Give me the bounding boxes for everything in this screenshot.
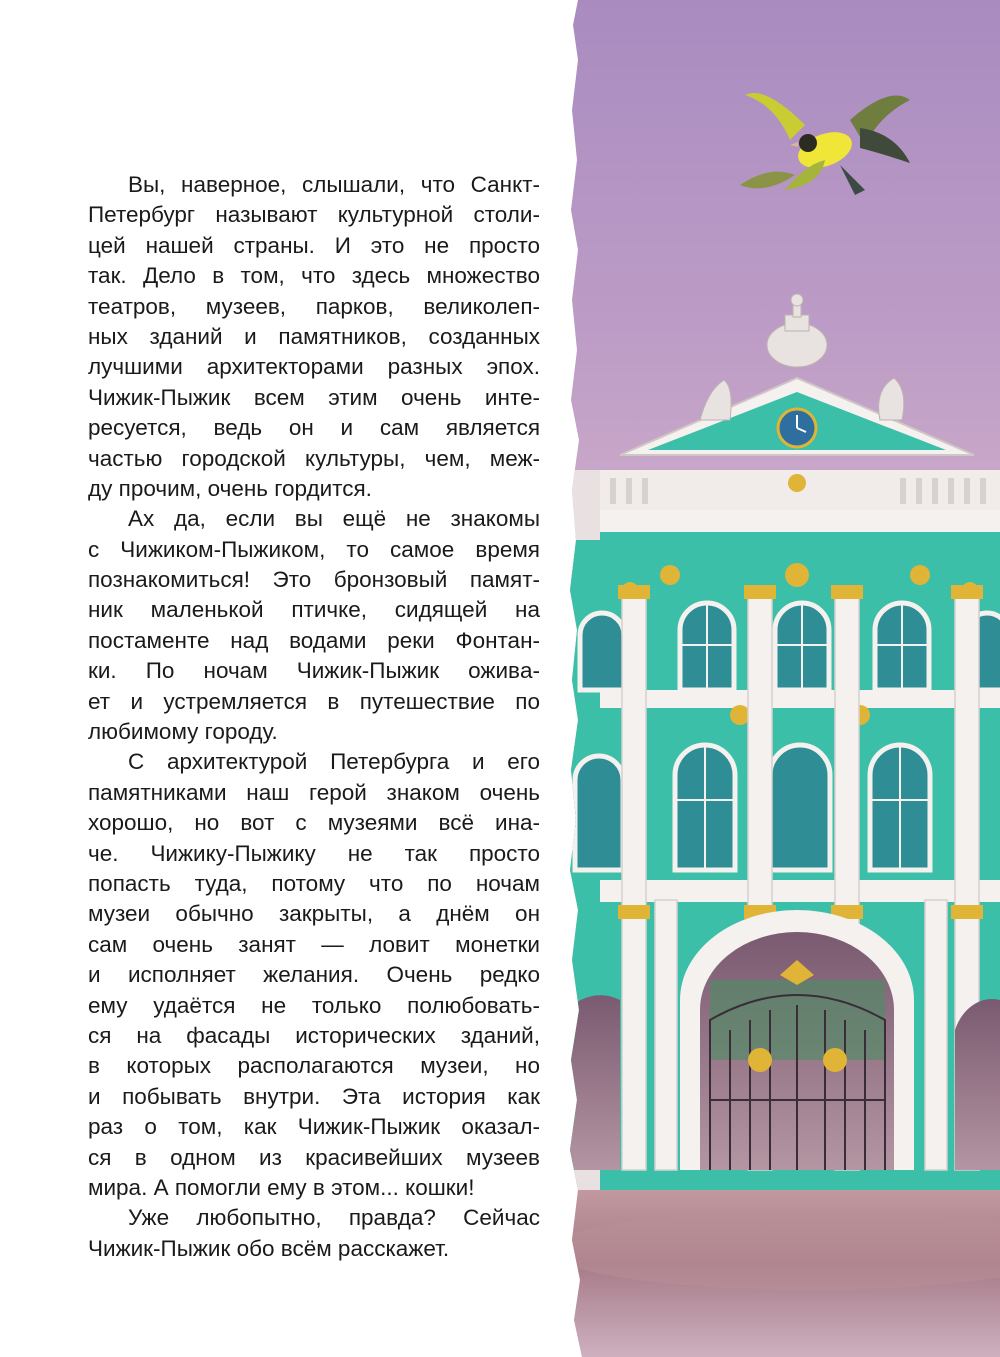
text-line: любимому городу.: [88, 719, 278, 745]
text-line: и исполняет желания. Очень редко: [88, 962, 540, 988]
text-line: ет и устремляется в путешествие по: [88, 688, 540, 714]
text-line: сам очень занят — ловит монетки: [88, 931, 540, 957]
paragraph: [88, 170, 540, 504]
illustration-canvas: [560, 0, 1000, 1357]
text-line: раз о том, как Чижик-Пыжик оказал-: [88, 1114, 540, 1140]
paragraph: [88, 1203, 540, 1264]
text-line: ки. По ночам Чижик-Пыжик оживa-: [88, 658, 540, 684]
text-line: ся на фасады исторических зданий,: [88, 1022, 540, 1048]
text-line: постаменте над водами реки Фонтан-: [88, 627, 540, 653]
text-line: хорошо, но вот с музеями всё ина-: [88, 810, 540, 836]
paragraph: [88, 747, 540, 1203]
text-line: и побывать внутри. Эта история как: [88, 1083, 540, 1109]
paragraph: [88, 504, 540, 747]
text-line: ресуется, ведь он и сам является: [88, 415, 540, 441]
text-line: музеи обычно закрыты, а днём он: [88, 901, 540, 927]
text-line: С архитектурой Петербурга и его: [128, 749, 540, 775]
text-line: театров, музеев, парков, великолеп-: [88, 293, 540, 319]
text-line: ных зданий и памятников, созданных: [88, 323, 540, 349]
text-line: Петербург называют культурной столи-: [88, 202, 540, 228]
text-line: ся в одном из красивейших музеев: [88, 1144, 540, 1170]
story-text: [88, 170, 540, 1264]
text-line: с Чижиком-Пыжиком, то самое время: [88, 536, 540, 562]
text-line: Вы, наверное, слышали, что Санкт-: [128, 172, 540, 197]
text-line: ему удаётся не только полюбовать-: [88, 992, 540, 1018]
palace-illustration: [560, 0, 1000, 1357]
text-line: лучшими архитекторами разных эпох.: [88, 354, 540, 380]
text-line: попасть туда, потому что по ночам: [88, 870, 540, 896]
text-line: познакомиться! Это бронзовый памят-: [88, 567, 540, 593]
text-line: че. Чижику-Пыжику не так просто: [88, 840, 540, 866]
text-line: памятниками наш герой знаком очень: [88, 779, 540, 805]
text-line: частью городской культуры, чем, меж-: [88, 445, 540, 471]
text-line: ду прочим, очень гордится.: [88, 475, 372, 501]
text-line: Чижик-Пыжик всем этим очень инте-: [88, 384, 540, 410]
text-line: в которых располагаются музеи, но: [88, 1053, 540, 1079]
text-line: Ах да, если вы ещё не знакомы: [128, 506, 540, 532]
text-line: ник маленькой птичке, сидящей на: [88, 597, 540, 623]
text-line: Чижик-Пыжик обо всём расскажет.: [88, 1235, 450, 1261]
text-line: мира. А помогли ему в этом... кошки!: [88, 1174, 475, 1200]
text-line: Уже любопытно, правда? Сейчас: [128, 1205, 540, 1231]
text-line: цей нашей страны. И это не просто: [88, 232, 540, 258]
text-line: так. Дело в том, что здесь множество: [88, 263, 540, 289]
